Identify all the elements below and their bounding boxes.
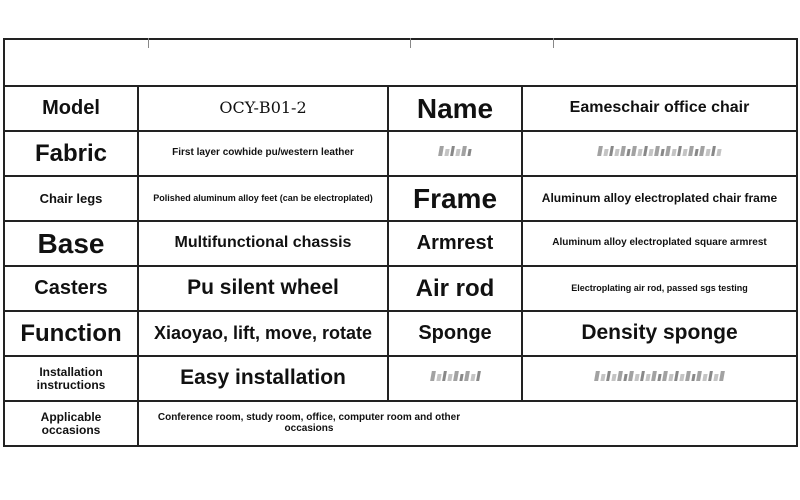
value-air-rod: Electroplating air rod, passed sgs testing (522, 266, 797, 311)
spec-table (3, 85, 798, 447)
label-installation: Installation instructions (4, 356, 138, 401)
value-occasions (138, 401, 797, 446)
blurred-value (522, 131, 797, 176)
blurred-text-graphic (597, 145, 722, 159)
blurred-text-graphic (430, 370, 481, 384)
value-installation: Easy installation (138, 356, 388, 401)
blurred-text-graphic (438, 145, 472, 159)
label-air-rod: Air rod (388, 266, 522, 311)
table-header-strip (3, 38, 798, 86)
header-tick (410, 38, 411, 48)
value-model: OCY-B01-2 (138, 86, 388, 131)
blurred-value (522, 356, 797, 401)
table-row (4, 176, 797, 221)
label-casters: Casters (4, 266, 138, 311)
table-row (4, 131, 797, 176)
label-base: Base (4, 221, 138, 266)
table-row (4, 356, 797, 401)
table-row (4, 401, 797, 446)
value-fabric: First layer cowhide pu/western leather (138, 131, 388, 176)
header-tick (148, 38, 149, 48)
label-armrest: Armrest (388, 221, 522, 266)
value-frame: Aluminum alloy electroplated chair frame (522, 176, 797, 221)
label-sponge: Sponge (388, 311, 522, 356)
value-chair-legs: Polished aluminum alloy feet (can be electroplated) (138, 176, 388, 221)
label-occasions: Applicable occasions (4, 401, 138, 446)
value-casters: Pu silent wheel (138, 266, 388, 311)
header-tick (553, 38, 554, 48)
value-function: Xiaoyao, lift, move, rotate (138, 311, 388, 356)
value-base: Multifunctional chassis (138, 221, 388, 266)
label-frame: Frame (388, 176, 522, 221)
blurred-label (388, 131, 522, 176)
value-name: Eameschair office chair (522, 86, 797, 131)
value-occasions-text: Conference room, study room, office, computer room and other occasions (157, 412, 461, 434)
table-row (4, 221, 797, 266)
value-armrest: Aluminum alloy electroplated square armrest (522, 221, 797, 266)
label-function: Function (4, 311, 138, 356)
label-chair-legs: Chair legs (4, 176, 138, 221)
table-row (4, 86, 797, 131)
label-name: Name (388, 86, 522, 131)
table-row (4, 266, 797, 311)
blurred-label (388, 356, 522, 401)
label-model: Model (4, 86, 138, 131)
table-row (4, 311, 797, 356)
blurred-text-graphic (594, 370, 725, 384)
label-fabric: Fabric (4, 131, 138, 176)
value-sponge: Density sponge (522, 311, 797, 356)
